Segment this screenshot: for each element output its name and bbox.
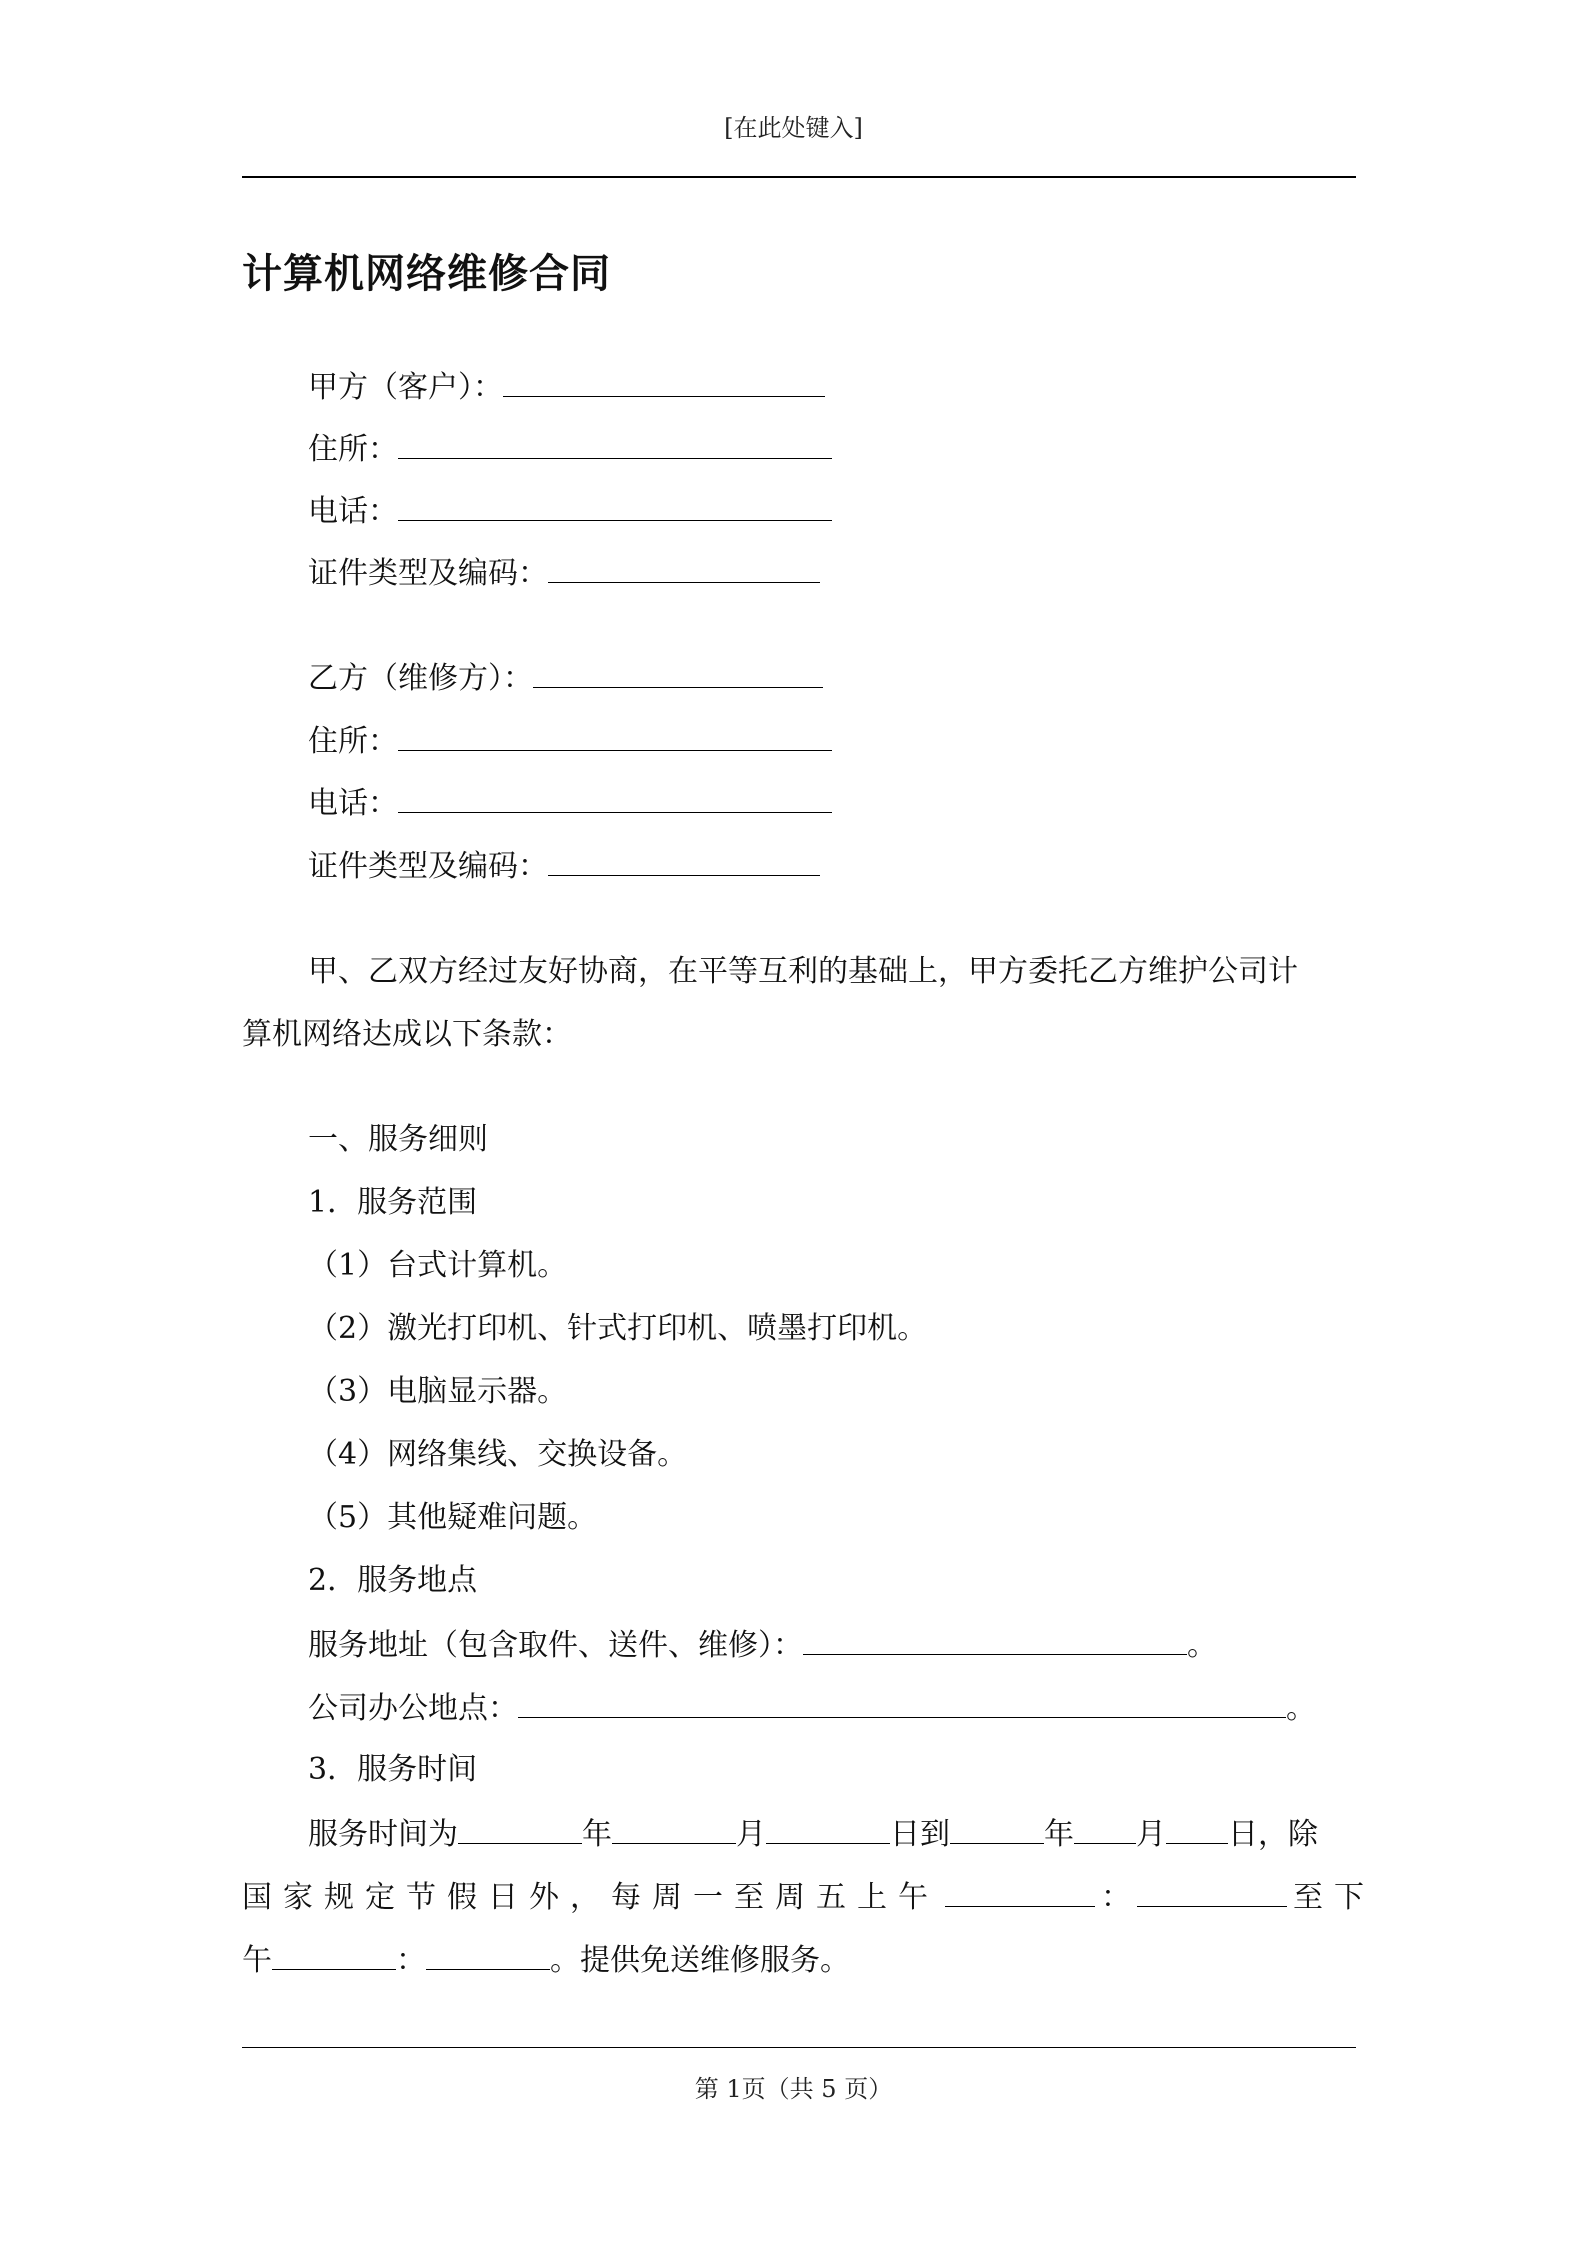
end-day-blank[interactable]: [1166, 1813, 1228, 1844]
party-a-phone-row: [308, 490, 832, 532]
party-b-name-row: [308, 657, 823, 699]
party-a-id-label: 证件类型及编码：: [308, 556, 548, 591]
party-b-name-label: 乙方（维修方）：: [308, 661, 533, 696]
service-note: 。提供免送维修服务。: [550, 1943, 850, 1978]
party-b-phone-row: [308, 782, 832, 824]
page-header: [在此处键入]: [724, 114, 863, 142]
party-b-address-blank[interactable]: [398, 720, 832, 751]
end-year-blank[interactable]: [950, 1813, 1044, 1844]
office-blank[interactable]: [518, 1687, 1286, 1718]
office-row: [308, 1687, 1316, 1729]
intro-line-1: 甲、乙双方经过友好协商，在平等互利的基础上，甲方委托乙方维护公司计: [308, 954, 1298, 989]
party-a-address-label: 住所：: [308, 432, 398, 467]
colon: ：: [1101, 1880, 1131, 1915]
day-to-label: 日到: [890, 1817, 950, 1852]
party-a-id-blank[interactable]: [548, 552, 820, 583]
am-minute-blank[interactable]: [1137, 1876, 1287, 1907]
period: 。: [1286, 1691, 1316, 1726]
scope-heading: 1．服务范围: [308, 1185, 478, 1220]
pm-minute-blank[interactable]: [426, 1939, 550, 1970]
start-month-blank[interactable]: [612, 1813, 736, 1844]
section-heading: 一、服务细则: [308, 1122, 488, 1157]
party-b-name-blank[interactable]: [533, 657, 823, 688]
time-line-1: [308, 1813, 1318, 1855]
scope-item: （4）网络集线、交换设备。: [308, 1437, 688, 1472]
to-label: 至下: [1293, 1880, 1375, 1915]
party-a-name-blank[interactable]: [503, 366, 825, 397]
time-line-3: [242, 1939, 850, 1981]
location-heading: 2．服务地点: [308, 1563, 478, 1598]
start-day-blank[interactable]: [766, 1813, 890, 1844]
header-rule: [242, 176, 1356, 178]
time-line-2: [242, 1876, 1375, 1918]
scope-item: （5）其他疑难问题。: [308, 1500, 598, 1535]
end-month-blank[interactable]: [1074, 1813, 1136, 1844]
party-b-id-row: [308, 845, 820, 887]
party-b-id-label: 证件类型及编码：: [308, 849, 548, 884]
scope-item: （1）台式计算机。: [308, 1248, 568, 1283]
period: 。: [1187, 1628, 1217, 1663]
intro-line-2: 算机网络达成以下条款：: [242, 1017, 572, 1052]
page-footer: 第 1页（共 5 页）: [694, 2075, 893, 2103]
time-heading: 3．服务时间: [308, 1752, 478, 1787]
month-label: 月: [736, 1817, 766, 1852]
month-label: 月: [1136, 1817, 1166, 1852]
scope-item: （3）电脑显示器。: [308, 1374, 568, 1409]
office-label: 公司办公地点：: [308, 1691, 518, 1726]
party-a-phone-blank[interactable]: [398, 490, 832, 521]
party-b-phone-label: 电话：: [308, 786, 398, 821]
colon: ：: [396, 1943, 426, 1978]
party-b-phone-blank[interactable]: [398, 782, 832, 813]
party-a-id-row: [308, 552, 820, 594]
party-b-address-row: [308, 720, 832, 762]
am-hour-blank[interactable]: [945, 1876, 1095, 1907]
party-b-address-label: 住所：: [308, 724, 398, 759]
party-a-phone-label: 电话：: [308, 494, 398, 529]
scope-item: （2）激光打印机、针式打印机、喷墨打印机。: [308, 1311, 928, 1346]
footer-rule: [242, 2047, 1356, 2048]
year-label: 年: [1044, 1817, 1074, 1852]
pm-hour-blank[interactable]: [272, 1939, 396, 1970]
service-address-blank[interactable]: [803, 1624, 1187, 1655]
start-year-blank[interactable]: [458, 1813, 582, 1844]
document-title: 计算机网络维修合同: [242, 250, 611, 297]
party-a-name-label: 甲方（客户）：: [308, 370, 503, 405]
party-a-name-row: [308, 366, 825, 408]
party-a-address-blank[interactable]: [398, 428, 832, 459]
time-prefix: 服务时间为: [308, 1817, 458, 1852]
service-address-row: [308, 1624, 1217, 1666]
day-end-label: 日，除: [1228, 1817, 1318, 1852]
service-address-label: 服务地址（包含取件、送件、维修）：: [308, 1628, 803, 1663]
year-label: 年: [582, 1817, 612, 1852]
party-b-id-blank[interactable]: [548, 845, 820, 876]
afternoon-label: 午: [242, 1943, 272, 1978]
weekday-text: 国家规定节假日外，每周一至周五上午: [242, 1880, 939, 1915]
party-a-address-row: [308, 428, 832, 470]
